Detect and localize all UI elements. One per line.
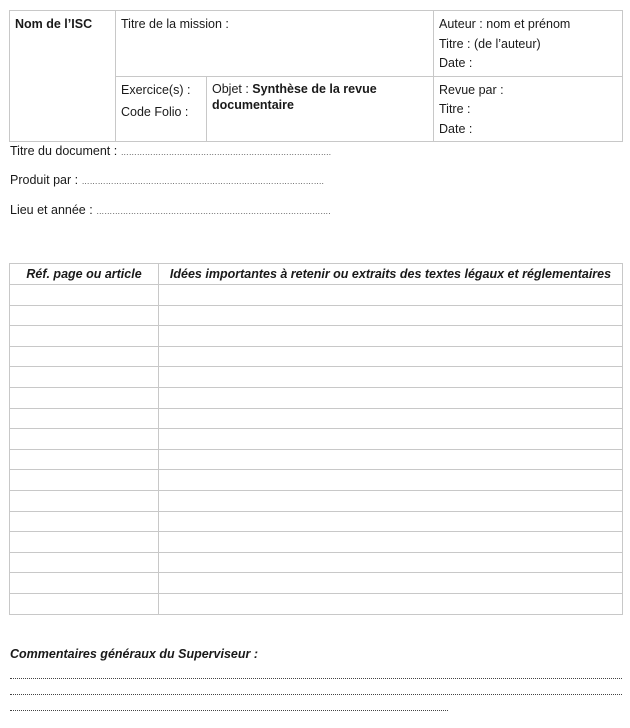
objet-prefix: Objet : (212, 81, 253, 96)
ref-cell[interactable] (10, 408, 159, 429)
ref-cell[interactable] (10, 429, 159, 450)
table-row (10, 490, 623, 511)
table-row (10, 470, 623, 491)
author-name-label: Auteur : nom et prénom (439, 17, 571, 31)
ideas-cell[interactable] (159, 470, 623, 491)
produced-by-line[interactable] (10, 173, 324, 187)
objet-cell[interactable] (207, 76, 434, 142)
comment-line[interactable] (10, 694, 622, 695)
ref-cell[interactable] (10, 490, 159, 511)
ideas-cell[interactable] (159, 573, 623, 594)
ref-cell[interactable] (10, 449, 159, 470)
table-row (10, 408, 623, 429)
table-row (10, 326, 623, 347)
table-row (10, 305, 623, 326)
ideas-cell[interactable] (159, 449, 623, 470)
place-year-dots: ……………………………………………………………………………. (96, 207, 331, 216)
exercice-cell[interactable] (116, 76, 207, 142)
ref-column-header: Réf. page ou article (10, 264, 159, 285)
isc-name-label: Nom de l’ISC (15, 17, 93, 31)
exercice-label: Exercice(s) : (121, 82, 191, 97)
table-row (10, 511, 623, 532)
review-grid (9, 263, 623, 615)
ref-cell[interactable] (10, 470, 159, 491)
table-row (10, 387, 623, 408)
author-date-label: Date : (439, 56, 473, 70)
ideas-cell[interactable] (159, 305, 623, 326)
document-title-dots: ……………………………………………………………………. (120, 148, 331, 157)
table-row (10, 429, 623, 450)
ref-cell[interactable] (10, 593, 159, 614)
ref-cell[interactable] (10, 285, 159, 306)
produced-by-label: Produit par : (10, 173, 82, 187)
ideas-cell[interactable] (159, 552, 623, 573)
author-cell[interactable] (434, 11, 623, 77)
reviewer-title-label: Titre : (439, 102, 471, 116)
author-title-label: Titre : (de l’auteur) (439, 36, 541, 51)
ideas-cell[interactable] (159, 285, 623, 306)
ref-cell[interactable] (10, 573, 159, 594)
table-row (10, 285, 623, 306)
ideas-cell[interactable] (159, 387, 623, 408)
ideas-cell[interactable] (159, 346, 623, 367)
table-row (10, 573, 623, 594)
place-year-line[interactable] (10, 203, 330, 217)
ref-cell[interactable] (10, 511, 159, 532)
table-row (10, 593, 623, 614)
mission-title-cell[interactable] (116, 11, 434, 77)
ideas-cell[interactable] (159, 532, 623, 553)
table-row (10, 552, 623, 573)
code-folio-label: Code Folio : (121, 105, 189, 119)
ideas-column-header: Idées importantes à retenir ou extraits des textes légaux et réglementaires (159, 264, 623, 285)
ref-cell[interactable] (10, 367, 159, 388)
ideas-cell[interactable] (159, 593, 623, 614)
ideas-cell[interactable] (159, 367, 623, 388)
ideas-cell[interactable] (159, 490, 623, 511)
review-date-label: Date : (439, 121, 473, 136)
table-row (10, 346, 623, 367)
header-table (9, 10, 623, 142)
ref-cell[interactable] (10, 346, 159, 367)
ref-cell[interactable] (10, 552, 159, 573)
ideas-cell[interactable] (159, 429, 623, 450)
table-row (10, 532, 623, 553)
table-row (10, 449, 623, 470)
objet-value: Synthèse de la revue documentaire (212, 81, 377, 112)
produced-by-dots: ………………………………………………………………………………. (81, 177, 324, 186)
comment-line[interactable] (10, 710, 448, 711)
document-title-label: Titre du document : (10, 144, 121, 158)
review-cell[interactable] (434, 76, 623, 142)
mission-title-label: Titre de la mission : (121, 17, 229, 31)
reviewed-by-label: Revue par : (439, 82, 504, 97)
ideas-cell[interactable] (159, 408, 623, 429)
comment-line[interactable] (10, 678, 622, 679)
document-title-line[interactable] (10, 144, 331, 158)
supervisor-comments-title: Commentaires généraux du Superviseur : (10, 647, 258, 661)
place-year-label: Lieu et année : (10, 203, 97, 217)
isc-name-cell[interactable] (10, 11, 116, 142)
ref-cell[interactable] (10, 387, 159, 408)
ref-cell[interactable] (10, 532, 159, 553)
ideas-cell[interactable] (159, 511, 623, 532)
ref-cell[interactable] (10, 305, 159, 326)
table-row (10, 367, 623, 388)
ref-cell[interactable] (10, 326, 159, 347)
ideas-cell[interactable] (159, 326, 623, 347)
